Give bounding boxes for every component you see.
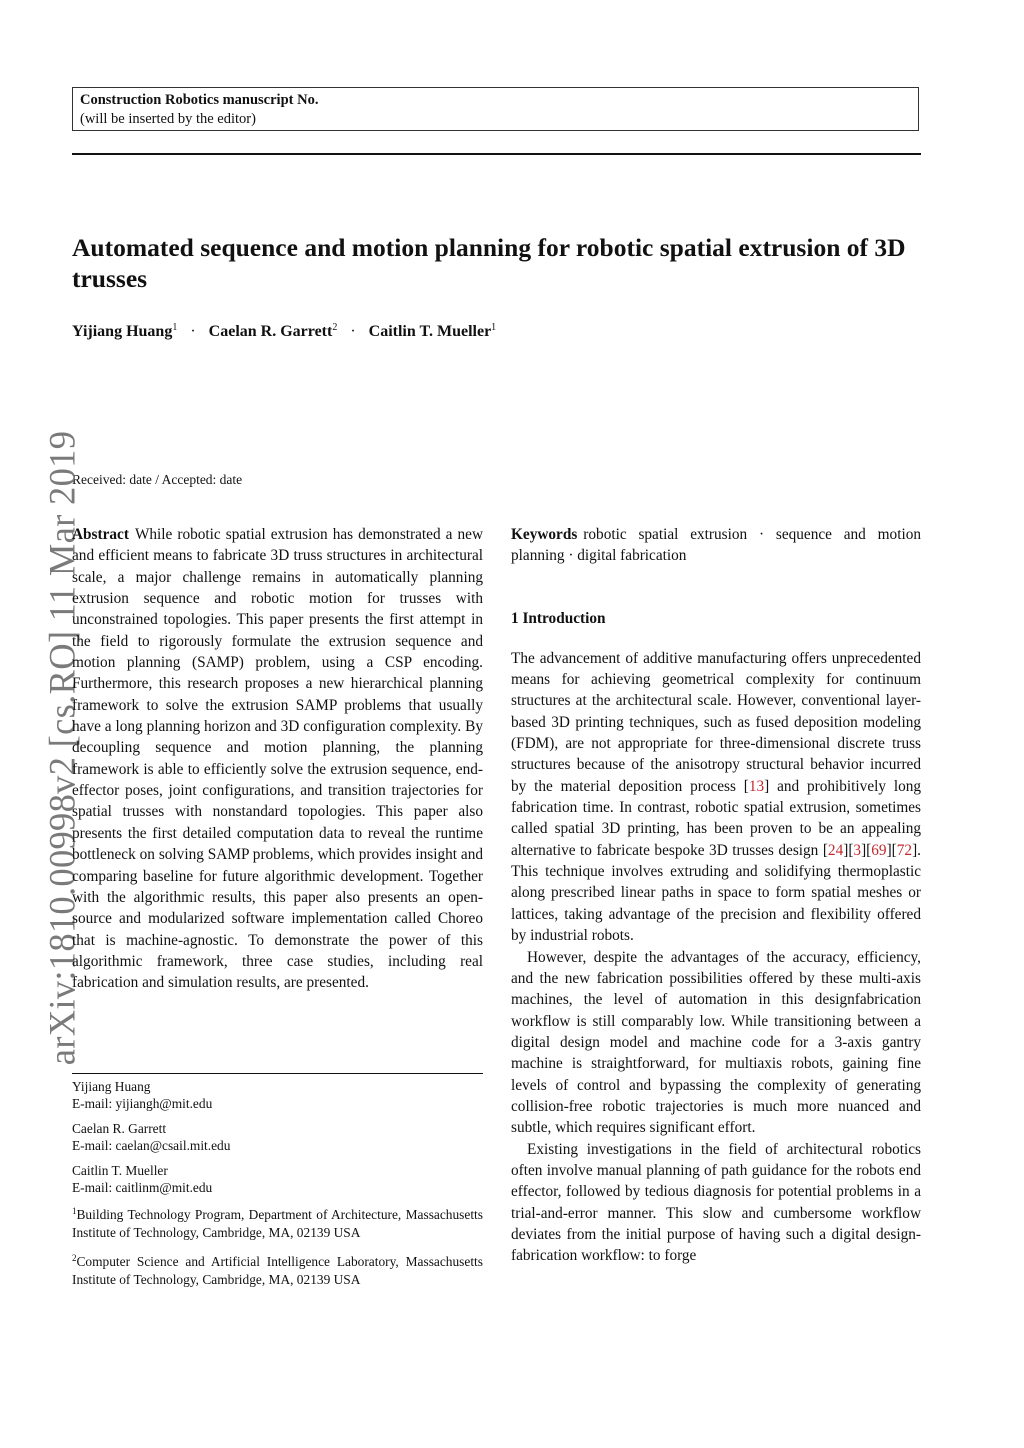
editor-note-box (72, 87, 919, 131)
author-contact (72, 1120, 483, 1155)
right-column (511, 524, 921, 1267)
abstract (72, 524, 483, 994)
affiliation (72, 1250, 483, 1288)
author-contact (72, 1162, 483, 1197)
intro-paragraph-3: Existing investigations in the field of architectural robotics often involve manual planning of path guidance for the robots end effector, followed by tedious diagnosis for potential problems in a trial-and-error manner. This slow and cumbersome workflow deviates from the initial purpose of having such a digital design-fabrication workflow: to forge (511, 1140, 921, 1265)
editor-placeholder: (will be inserted by the editor) (80, 111, 256, 127)
footnote-rule (72, 1073, 483, 1074)
intro-paragraph-1 (511, 648, 921, 947)
author-name: Caitlin T. Mueller (368, 323, 492, 340)
author-name: Yijiang Huang (72, 323, 173, 340)
keywords-heading: Keywords (511, 526, 578, 543)
author-separator: · (190, 323, 196, 340)
citation-link[interactable]: 13 (748, 777, 765, 795)
citation-separator: ][ (843, 841, 854, 859)
contact-name: Yijiang Huang (72, 1079, 151, 1094)
citation-link[interactable]: 24 (827, 841, 844, 859)
contact-email[interactable]: E-mail: yijiangh@mit.edu (72, 1096, 213, 1112)
affiliation-text: Computer Science and Artificial Intelligence Laboratory, Massachusetts Institute of Technology, Cambridge, MA, 02139 USA (72, 1254, 483, 1287)
keywords (511, 524, 921, 567)
contact-email[interactable]: E-mail: caitlinm@mit.edu (72, 1180, 213, 1196)
contact-name: Caelan R. Garrett (72, 1120, 167, 1136)
abstract-text: While robotic spatial extrusion has demonstrated a new and efficient means to fabricate 3D truss structures in architectural scale, a major challenge remains in automatically planning extrusion sequence and robotic motion for trusses with unconstrained topologies. This paper presents the first attempt in the field to rigorously formulate the extrusion sequence and motion planning (SAMP) problem, using a CSP encoding. Furthermore, this research proposes a new hierarchical planning framework to solve the extrusion SAMP problems that usually have a long planning horizon and 3D configuration complexity. By decoupling sequence and motion planning, the planning framework is able to efficiently solve the extrusion sequence, end-effector poses, joint configurations, and transition trajectories for spatial trusses with nonstandard topologies. This paper also presents the first detailed computation data to reveal the runtime bottleneck on solving SAMP problems, which provides insight and comparing baseline for future algorithmic development. Together with the algorithmic results, this paper also presents an open-source and modularized software implementation called Choreo that is machine-agnostic. To demonstrate the power of this algorithmic framework, three case studies, including real fabrication and simulation results, are presented. (72, 526, 483, 992)
citation-separator: ][ (886, 841, 897, 859)
affiliation-number: 1 (72, 1206, 77, 1217)
contact-name: Caitlin T. Mueller (72, 1162, 168, 1178)
affiliation-number: 2 (72, 1253, 77, 1264)
received-date: Received: date / Accepted: date (72, 472, 243, 487)
intro-paragraph-2: However, despite the advantages of the accuracy, efficiency, and the new fabrication possibilities offered by these multi-axis machines, the level of automation in this designfabrication workflow is still comparably low. While transitioning between a digital design model and machine code for a 3-axis gantry machine is straightforward, for multiaxis robots, gaining fine levels of control and bypassing the complexity of generating collision-free robotic trajectories is much more nuanced and subtle, which requires significant effort. (511, 948, 921, 1137)
author-list (72, 322, 496, 341)
citation-link[interactable]: 72 (896, 841, 913, 859)
section-heading-introduction: 1 Introduction (511, 609, 606, 627)
paragraph-text: ]. This technique involves extruding and solidifying thermoplastic along prescribed linear paths in space to form spatial meshes or lattices, taking advantage of the precision and flexibility offered by industrial robots. (511, 841, 921, 945)
paper-title: Automated sequence and motion planning for robotic spatial extrusion of 3D trusses (72, 233, 906, 293)
paragraph-text: The advancement of additive manufacturing offers unprecedented means for achieving geometrical complexity for continuum structures at the architectural scale. However, conventional layer-based 3D printing techniques, such as fused deposition modeling (FDM), are not appropriate for three-dimensional discrete truss structures because of the anisotropy structural behavior incurred by the material deposition process [ (511, 649, 921, 795)
citation-link[interactable]: 69 (871, 841, 887, 859)
citation-separator: ][ (861, 841, 872, 859)
citation-link[interactable]: 3 (853, 841, 862, 859)
author-separator: · (350, 323, 356, 340)
abstract-heading: Abstract (72, 526, 129, 543)
header-rule (72, 153, 921, 155)
arxiv-stamp: arXiv:1810.00998v2 [cs.RO] 11 Mar 2019 (41, 430, 83, 1066)
affiliation-text: Building Technology Program, Department of Architecture, Massachusetts Institute of Technology, Cambridge, MA, 02139 USA (72, 1207, 483, 1240)
author-name: Caelan R. Garrett (208, 323, 333, 340)
author-affiliation-mark: 1 (491, 322, 497, 333)
author-affiliation-mark: 1 (172, 322, 178, 333)
keywords-text: robotic spatial extrusion · sequence and motion planning · digital fabrication (511, 526, 921, 565)
manuscript-label: Construction Robotics manuscript No. (80, 92, 319, 108)
author-footnotes (72, 1078, 483, 1297)
left-column (72, 524, 483, 994)
contact-email[interactable]: E-mail: caelan@csail.mit.edu (72, 1138, 231, 1154)
author-affiliation-mark: 2 (332, 322, 338, 333)
affiliation (72, 1203, 483, 1241)
paragraph-text: ] and prohibitively long fabrication time. In contrast, robotic spatial extrusion, sometimes called spatial 3D printing, has been proven to be an appealing alternative to fabricate bespoke 3D trusses design [ (511, 777, 922, 859)
author-contact (72, 1078, 483, 1113)
